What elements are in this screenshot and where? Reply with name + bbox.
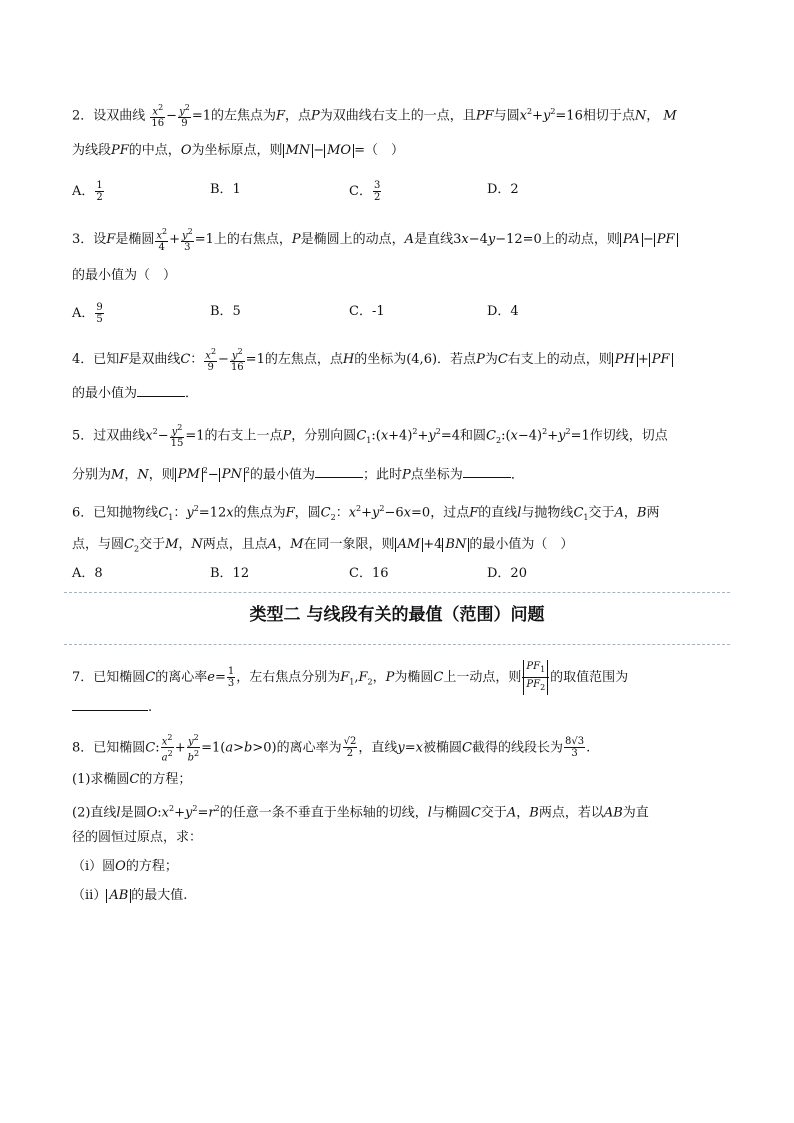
answer-blank[interactable]	[137, 384, 185, 397]
q8-part2-line1: (2)直线l是圆$O:x^2+y^2=r^2$的任意一条不垂直于坐标轴的切线，l与椭圆C交于A，B两点，若以AB为直	[72, 804, 649, 821]
q7-line2: .	[72, 698, 152, 718]
q3-option-b[interactable]: B．5	[210, 304, 241, 319]
q2-option-b[interactable]: B．1	[210, 182, 241, 197]
q2-line1: 2．设双曲线 $\frac{x^2}{16}$ − $\frac{y^2}{9}$ =1的左焦点为F，点P为双曲线右支上的一点，且PF与圆$x^2+y^2=16$相切于点N， M	[72, 103, 677, 130]
q4-line2: 的最小值为 ．	[72, 386, 199, 401]
q2-option-a[interactable]: A． $\frac{1}{2}$	[72, 180, 103, 203]
q6-option-a[interactable]: A．8	[72, 566, 103, 581]
q8-line1: 8．已知椭圆C: $\frac{x^2}{a^2}$ + $\frac{y^2}{b^2}$ =1(a>b>0)的离心率为 $\frac{√2}{2}$ ，直线y=x被椭圆C截得的线段长为 $\frac{8√3}{3}$ .	[72, 733, 591, 764]
q6-line1: 6．已知抛物线$C_1$：$y^2=12x$的焦点为F，圆$C_2$：$x^2+y^2-6x=0$，过点F的直线l与抛物线$C_1$交于A，B两	[72, 504, 660, 522]
q6-line2: 点，与圆$C_2$交于M，N两点，且点A，M在同一象限，则 AM +4 BN 的最小值为（ ）	[72, 537, 574, 554]
frac-y2-9: $\frac{y^2}{9}$	[179, 103, 190, 130]
section-divider-top	[64, 592, 730, 593]
q6-option-c[interactable]: C．16	[349, 566, 389, 581]
answer-blank[interactable]	[72, 698, 148, 711]
q3-line2: 的最小值为（ ）	[72, 268, 177, 283]
answer-blank-1[interactable]	[315, 465, 363, 478]
q5-line2: 分别为M，N，则 PM $^2$− PN $^2$的最小值为 ；此时P点坐标为 ．	[72, 466, 524, 483]
q8-sub2: （ii） AB 的最大值.	[72, 888, 188, 903]
q5-line1: 5．过双曲线$x^2-$ $\frac{y^2}{15}$ =1的右支上一点P，分别向圆$C_1:(x+4)^2+y^2=4$和圆$C_2:(x-4)^2+y^2=1$作切线，切点	[72, 423, 668, 450]
q3-option-a[interactable]: A． $\frac{9}{5}$	[72, 302, 103, 325]
q2-line2: 为线段PF的中点，O为坐标原点，则 MN − MO =（ ）	[72, 143, 404, 158]
q7-line1: 7．已知椭圆C的离心率e= $\frac{1}{3}$ ，左右焦点分别为$F_1,F_2$，P为椭圆C上一动点，则 $\frac{PF_1}{PF_2}$ 的取值范围为	[72, 660, 628, 695]
q8-part2-line2: 径的圆恒过原点，求：	[72, 830, 203, 845]
q3-option-c[interactable]: C．-1	[349, 304, 385, 319]
q8-part1: (1)求椭圆C的方程；	[72, 772, 192, 787]
q2-option-c[interactable]: C． $\frac{3}{2}$	[349, 180, 381, 203]
section-title: 类型二 与线段有关的最值（范围）问题	[249, 605, 545, 625]
frac-x2-16: $\frac{x^2}{16}$	[151, 103, 165, 130]
q6-option-d[interactable]: D．20	[487, 566, 527, 581]
section-divider-bottom	[64, 644, 730, 645]
q3-line1: 3．设F是椭圆 $\frac{x^2}{4}$ + $\frac{y^2}{3}$ =1上的右焦点，P是椭圆上的动点，A是直线3x−4y−12=0上的动点，则 PA − PF	[72, 226, 678, 253]
q3-option-d[interactable]: D．4	[487, 304, 519, 319]
q6-option-b[interactable]: B．12	[210, 566, 250, 581]
q4-line1: 4．已知F是双曲线C： $\frac{x^2}{9}$ − $\frac{y^2}{16}$ =1的左焦点，点H的坐标为(4,6)．若点P为C右支上的动点，则 PH + PF	[72, 346, 673, 373]
q2-option-d[interactable]: D．2	[487, 182, 519, 197]
q8-sub1: （i）圆O的方程；	[72, 859, 178, 874]
answer-blank-2[interactable]	[463, 465, 511, 478]
